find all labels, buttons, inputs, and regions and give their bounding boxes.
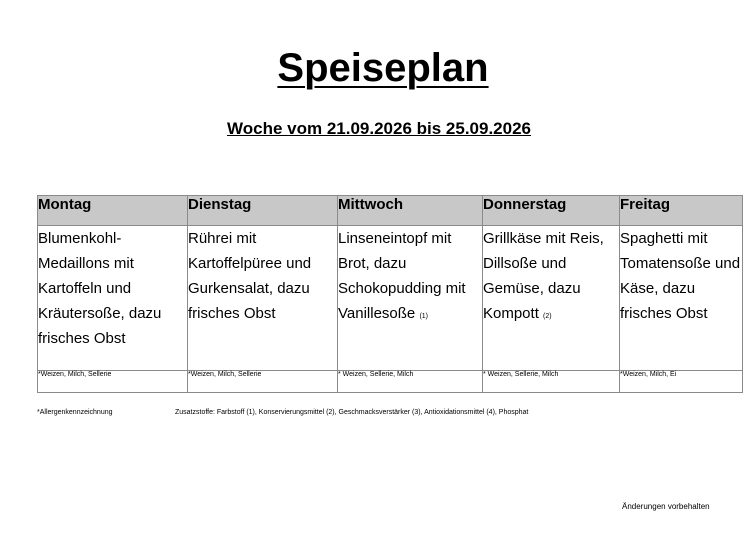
meal-text: Rührei mit Kartoffelpüree und Gurkensalat, dazu frisches Obst bbox=[188, 230, 312, 322]
meal-cell bbox=[338, 226, 483, 371]
additives-legend: Zusatzstoffe: Farbstoff (1), Konservierungsmittel (2), Geschmacksverstärker (3), Antioxidationsmittel (4), Phosphat bbox=[175, 409, 529, 416]
meal-cell bbox=[38, 226, 188, 371]
page-title: Speiseplan bbox=[277, 46, 489, 90]
allergen-cell: * Weizen, Sellerie, Milch bbox=[483, 371, 620, 393]
meal-cell bbox=[188, 226, 338, 371]
weekday-header: Mittwoch bbox=[338, 196, 483, 226]
additive-note: (2) bbox=[543, 313, 552, 320]
allergen-cell: * Weizen, Sellerie, Milch bbox=[338, 371, 483, 393]
allergen-cell: *Weizen, Milch, Ei bbox=[620, 371, 743, 393]
weekday-header-row bbox=[38, 196, 743, 226]
allergen-cell: *Weizen, Milch, Sellerie bbox=[188, 371, 338, 393]
meal-text: Blumenkohl-Medaillons mit Kartoffeln und Kräutersoße, dazu frisches Obst bbox=[38, 230, 162, 347]
meal-text: Grillkäse mit Reis, Dillsoße und Gemüse, dazu Kompott bbox=[483, 230, 604, 322]
meal-text: Spaghetti mit Tomatensoße und Käse, dazu frisches Obst bbox=[620, 230, 741, 322]
weekday-header: Donnerstag bbox=[483, 196, 620, 226]
meal-cell bbox=[483, 226, 620, 371]
additive-note: (1) bbox=[419, 313, 428, 320]
menu-table bbox=[37, 195, 743, 393]
meal-cell bbox=[620, 226, 743, 371]
meal-text: Linseneintopf mit Brot, dazu Schokopudding mit Vanillesoße bbox=[338, 230, 466, 322]
week-range: Woche vom 21.09.2026 bis 25.09.2026 bbox=[227, 119, 531, 138]
allergen-row bbox=[38, 371, 743, 393]
allergen-cell: *Weizen, Milch, Sellerie bbox=[38, 371, 188, 393]
changes-notice: Änderungen vorbehalten bbox=[622, 502, 710, 511]
weekday-header: Dienstag bbox=[188, 196, 338, 226]
allergen-legend: *Allergenkennzeichnung bbox=[37, 409, 113, 416]
weekday-header: Freitag bbox=[620, 196, 743, 226]
meal-row bbox=[38, 226, 743, 371]
weekday-header: Montag bbox=[38, 196, 188, 226]
